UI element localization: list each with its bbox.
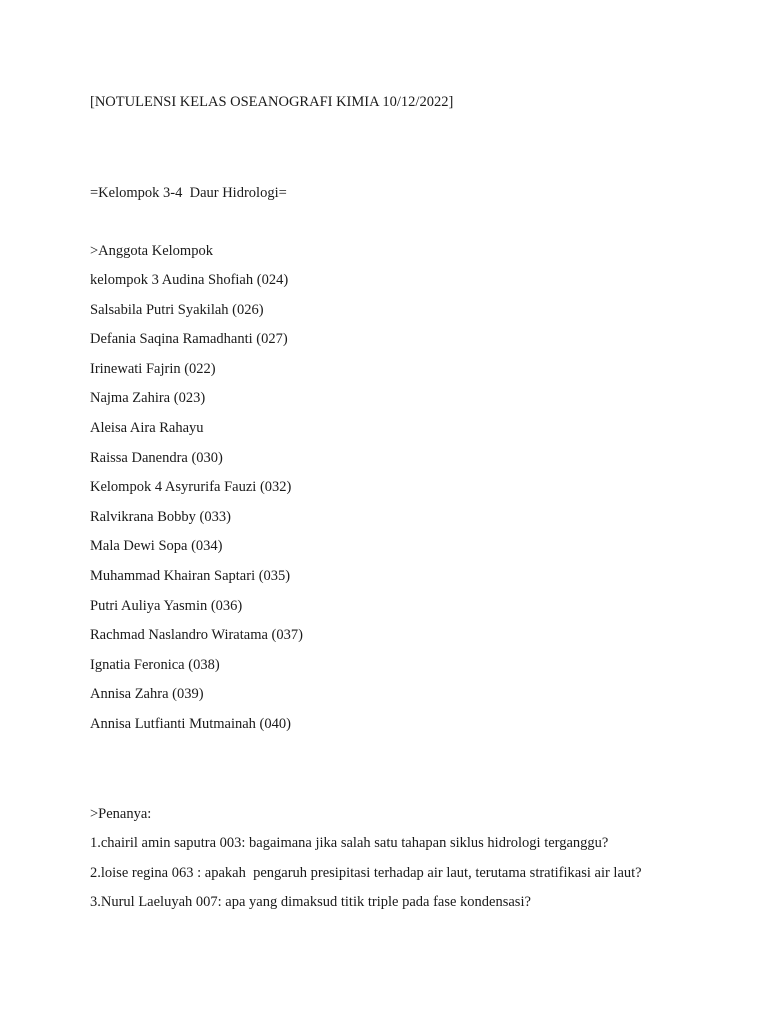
questions-list — [90, 834, 642, 923]
member-item: Ignatia Feronica (038) — [90, 656, 220, 673]
question-item: 3.Nurul Laeluyah 007: apa yang dimaksud titik triple pada fase kondensasi? — [90, 894, 531, 910]
member-item: Mala Dewi Sopa (034) — [90, 538, 223, 555]
member-item: Annisa Zahra (039) — [90, 686, 204, 703]
section-heading: =Kelompok 3-4 Daur Hidrologi= — [90, 185, 287, 201]
member-item: Putri Auliya Yasmin (036) — [90, 597, 243, 614]
document-title: [NOTULENSI KELAS OSEANOGRAFI KIMIA 10/12/2022] — [90, 94, 454, 110]
members-list — [90, 271, 303, 745]
members-heading: >Anggota Kelompok — [90, 243, 213, 259]
member-item: Raissa Danendra (030) — [90, 449, 223, 466]
member-item: kelompok 3 Audina Shofiah (024) — [90, 272, 289, 288]
member-item: Muhammad Khairan Saptari (035) — [90, 567, 291, 584]
member-item: Ralvikrana Bobby (033) — [90, 508, 231, 525]
question-item: 1.chairil amin saputra 003: bagaimana jika salah satu tahapan siklus hidrologi terganggu? — [90, 835, 609, 851]
questions-heading: >Penanya: — [90, 806, 152, 822]
member-item: Kelompok 4 Asyrurifa Fauzi (032) — [90, 479, 292, 496]
member-item: Rachmad Naslandro Wiratama (037) — [90, 627, 303, 644]
question-item: 2.loise regina 063 : apakah pengaruh presipitasi terhadap air laut, terutama stratifikasi air laut? — [90, 864, 642, 881]
member-item: Irinewati Fajrin (022) — [90, 360, 216, 377]
member-item: Najma Zahira (023) — [90, 390, 206, 407]
member-item: Annisa Lutfianti Mutmainah (040) — [90, 715, 291, 732]
member-item: Salsabila Putri Syakilah (026) — [90, 301, 264, 318]
member-item: Defania Saqina Ramadhanti (027) — [90, 331, 288, 348]
member-item: Aleisa Aira Rahayu — [90, 419, 204, 436]
